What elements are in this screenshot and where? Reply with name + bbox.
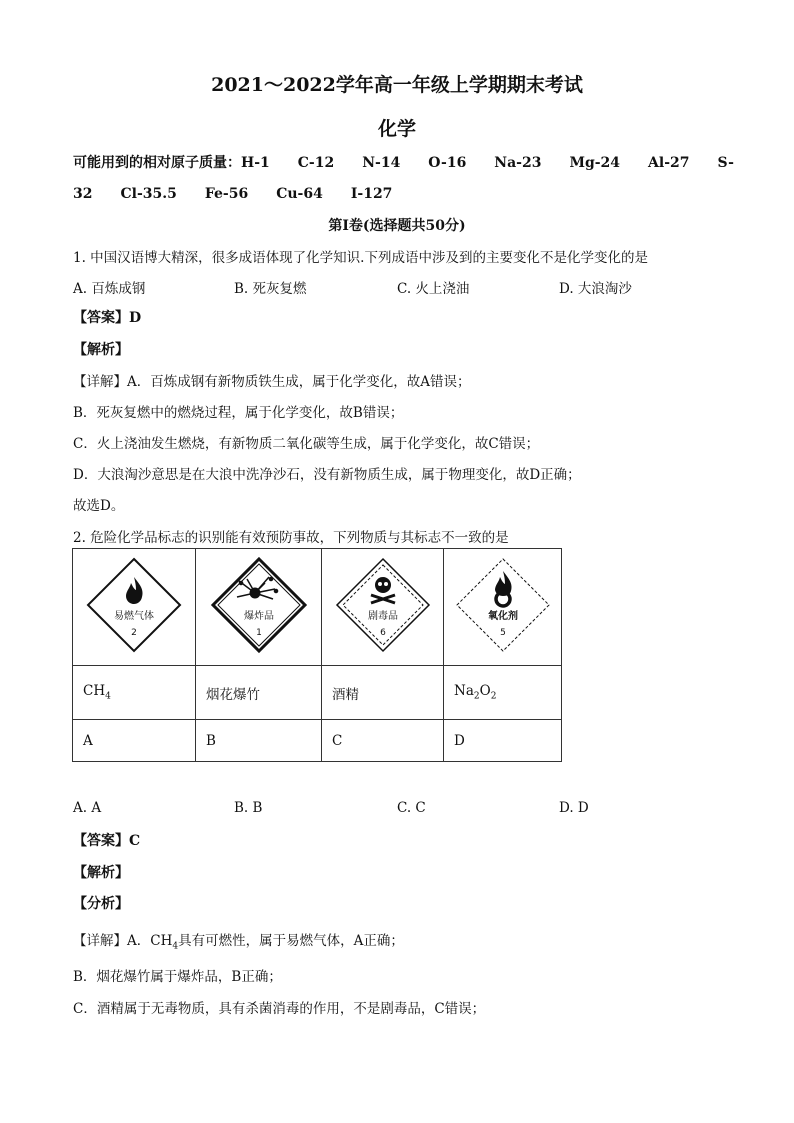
sign-label: 爆炸品	[243, 611, 274, 622]
atomic-mass-line-2: 32 Cl-35.5 Fe-56 Cu-64 I-127	[73, 186, 393, 202]
q1-answer: 【答案】D	[73, 310, 142, 326]
sign-cell-toxic	[322, 549, 444, 666]
q2-option-d: D. D	[559, 800, 589, 816]
q1-analysis-label: 【解析】	[73, 342, 129, 358]
section-heading: 第Ⅰ卷(选择题共50分)	[328, 218, 466, 234]
letter-c: C	[322, 720, 444, 762]
letter-a: A	[73, 720, 196, 762]
toxic-sign	[333, 555, 433, 655]
q2-fenxi-label: 【分析】	[73, 896, 129, 912]
hazard-sign-table	[72, 548, 562, 762]
substance-b: 烟花爆竹	[196, 666, 322, 720]
sign-number: 5	[499, 628, 506, 638]
letter-b: B	[196, 720, 322, 762]
sign-label: 易燃气体	[114, 611, 154, 622]
q1-detail-b: B．死灰复燃中的燃烧过程，属于化学变化，故B错误；	[73, 405, 404, 421]
sign-number: 1	[255, 628, 262, 638]
q1-option-c: C. 火上浇油	[397, 281, 470, 297]
q1-detail-a: 【详解】A．百炼成钢有新物质铁生成，属于化学变化，故A错误；	[73, 374, 471, 390]
sign-number: 6	[379, 628, 386, 638]
q2-option-b: B. B	[234, 800, 263, 816]
explosive-sign	[209, 555, 309, 655]
oxidizer-sign	[453, 555, 553, 655]
exam-title: 2021～2022学年高一年级上学期期末考试	[211, 74, 583, 96]
q2-answer: 【答案】C	[73, 833, 141, 849]
q2-detail-c: C．酒精属于无毒物质，具有杀菌消毒的作用，不是剧毒品，C错误；	[73, 1001, 486, 1017]
q1-option-a: A. 百炼成钢	[73, 281, 146, 297]
q2-analysis-label: 【解析】	[73, 865, 129, 881]
q1-option-b: B. 死灰复燃	[234, 281, 307, 297]
substance-d: $Na_2O_2$	[444, 666, 562, 720]
q1-conclusion: 故选D。	[73, 498, 125, 514]
flammable-gas-sign	[84, 555, 184, 655]
sign-cell-oxidizer	[444, 549, 562, 666]
substance-a: $CH_4$	[73, 666, 196, 720]
q2-option-c: C. C	[397, 800, 426, 816]
letter-d: D	[444, 720, 562, 762]
q1-detail-d: D．大浪淘沙意思是在大浪中洗净沙石，没有新物质生成，属于物理变化，故D正确；	[73, 467, 581, 483]
sign-label: 氧化剂	[487, 611, 518, 622]
atomic-mass-line-1: 可能用到的相对原子质量：H-1 C-12 N-14 O-16 Na-23 Mg-24 Al-27 S-	[73, 155, 734, 171]
sign-label: 剧毒品	[367, 611, 398, 622]
sign-cell-flammable-gas	[73, 549, 196, 666]
q1-option-d: D. 大浪淘沙	[559, 281, 632, 297]
substance-c: 酒精	[322, 666, 444, 720]
q1-stem: 1. 中国汉语博大精深，很多成语体现了化学知识.下列成语中涉及到的主要变化不是化学变化的是	[73, 250, 648, 266]
q2-stem: 2. 危险化学品标志的识别能有效预防事故，下列物质与其标志不一致的是	[73, 530, 509, 546]
sign-number: 2	[131, 628, 137, 638]
q2-detail-a: 【详解】A．$CH_4$具有可燃性，属于易燃气体，A正确；	[73, 933, 404, 952]
sign-cell-explosive	[196, 549, 322, 666]
q2-detail-b: B．烟花爆竹属于爆炸品，B正确；	[73, 969, 282, 985]
subject-title: 化学	[377, 118, 416, 140]
q2-option-a: A. A	[73, 800, 102, 816]
q1-detail-c: C．火上浇油发生燃烧，有新物质二氧化碳等生成，属于化学变化，故C错误；	[73, 436, 540, 452]
